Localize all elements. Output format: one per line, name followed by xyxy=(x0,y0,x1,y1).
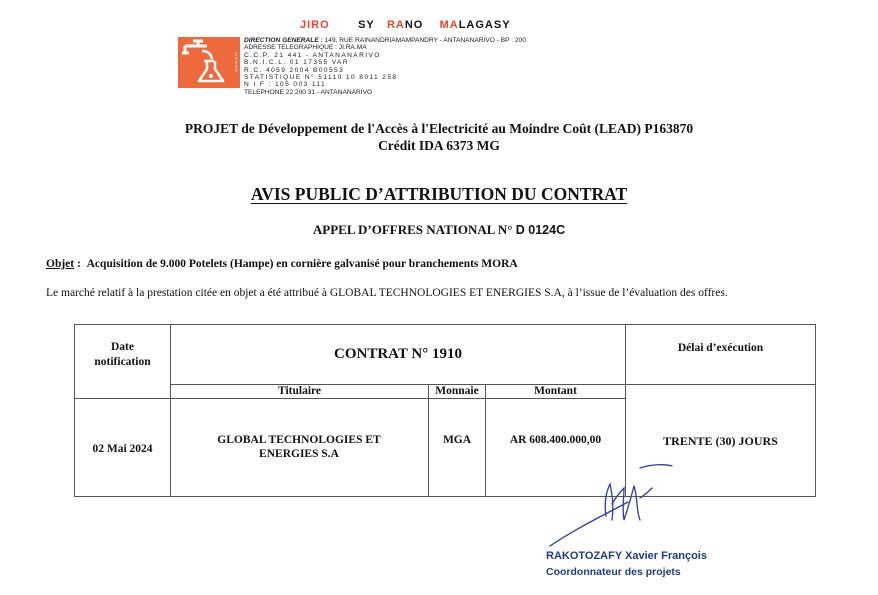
address-line: R.C. 4059 2004 B00553 xyxy=(244,66,345,74)
subject-separator: : xyxy=(74,258,81,270)
signer-role: Coordonnateur des projets xyxy=(546,566,681,578)
project-line-1: PROJET de Développement de l'Accès à l'Electricité au Moindre Coût (LEAD) P163870 xyxy=(184,121,694,136)
handwritten-signature xyxy=(540,464,720,554)
date-header-line: Date xyxy=(111,341,134,353)
company-name-part: RA xyxy=(386,19,405,31)
address-line: TELEPHONE 22 200 31 - ANTANANARIVO xyxy=(244,88,373,96)
company-name-part: MA xyxy=(439,19,459,31)
address-line: N I F : 105 003 111 xyxy=(244,81,327,89)
contract-header: CONTRAT N° 1910 xyxy=(334,346,462,362)
direction-address: 149, RUE RAINANDRIAMAMPANDRY - ANTANANARIVO - BP : 200 xyxy=(324,37,526,44)
notification-date: 02 Mai 2024 xyxy=(92,443,153,455)
montant-header: Montant xyxy=(534,385,577,397)
logo-side-text: JIRAMA xyxy=(234,52,239,73)
address-line: ADRESSE TELEGRAPHIQUE : JI.RA.MA xyxy=(244,44,367,52)
address-line: STATISTIQUE N° 51110 10 8011 258 xyxy=(244,74,398,82)
address-line: B.N.I.C.L. 01 17355 VAR xyxy=(244,59,350,67)
date-header-line: notification xyxy=(94,356,151,368)
titulaire-line: ENERGIES S.A xyxy=(259,448,339,460)
monnaie-header: Monnaie xyxy=(435,385,479,397)
subject-label: Objet xyxy=(46,258,75,270)
monnaie-value: MGA xyxy=(442,434,472,446)
company-name-part: NO xyxy=(404,19,424,31)
montant-value: AR 608.400.000,00 xyxy=(509,434,602,446)
address-line: C.C.P. 21 441 - ANTANANARIVO xyxy=(244,51,381,59)
delai-value: TRENTE (30) JOURS xyxy=(663,434,778,448)
company-name-part: LAGASY xyxy=(458,19,511,31)
delai-header: Délai d’exécution xyxy=(677,342,764,354)
titulaire-value xyxy=(185,433,413,461)
titulaire-header: Titulaire xyxy=(277,385,322,397)
date-header xyxy=(75,340,170,370)
titulaire-line: GLOBAL TECHNOLOGIES ET xyxy=(217,434,381,446)
project-line-2: Crédit IDA 6373 MG xyxy=(378,138,500,153)
tender-label: APPEL D’OFFRES NATIONAL N° xyxy=(312,222,513,237)
signer-name: RAKOTOZAFY Xavier François xyxy=(546,550,707,562)
award-statement: Le marché relatif à la prestation citée en objet a été attribué à GLOBAL TECHNOLOGIES ET ENERGIES S.A, à l’issue de l’évaluation des offres. xyxy=(46,287,728,299)
subject-text: Acquisition de 9.000 Potelets (Hampe) en cornière galvanisé pour branchements MORA xyxy=(86,258,518,270)
notice-title-text: AVIS PUBLIC D’ATTRIBUTION DU CONTRAT xyxy=(250,184,628,204)
direction-label: DIRECTION GENERALE : xyxy=(244,37,323,44)
company-name-part: JIRO xyxy=(300,19,330,31)
company-name-part: SY xyxy=(358,19,375,31)
tender-number: D 0124C xyxy=(515,223,566,237)
